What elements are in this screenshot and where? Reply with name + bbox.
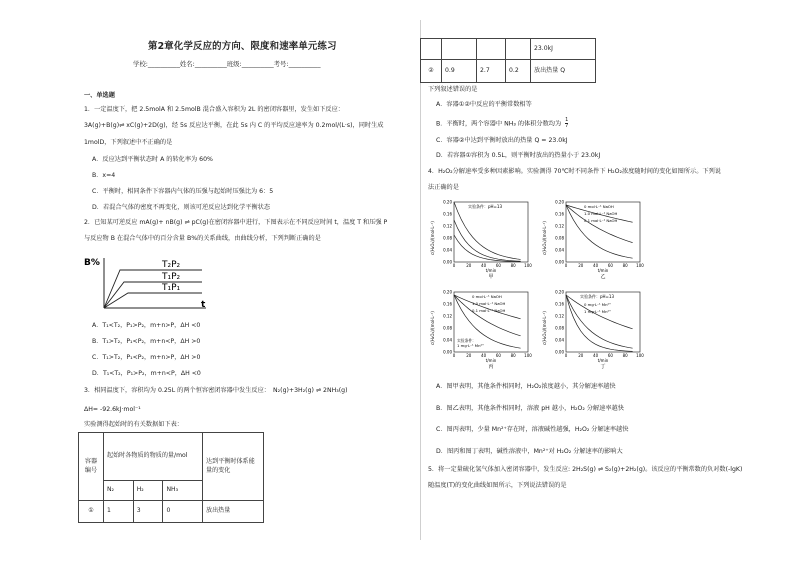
jia-ytick: 0.20 bbox=[443, 199, 452, 205]
jia-ytick: 0.08 bbox=[443, 235, 452, 241]
q1-option-a: A．反应达到平衡状态时 A 的转化率为 60% bbox=[92, 156, 213, 163]
ding-ytick: 0.08 bbox=[555, 325, 564, 331]
jia-frame bbox=[454, 202, 528, 262]
bing-xtick: 20 bbox=[466, 353, 472, 358]
q4-line2: 法正确的是 bbox=[428, 184, 459, 191]
yi-ytick: 0.08 bbox=[555, 235, 564, 241]
q4-option-d: D．图丙和图丁表明，碱性溶液中，Mn²⁺对 H₂O₂ 分解速率的影响大 bbox=[436, 448, 623, 455]
q3-option-a: A．容器①②中反应的平衡常数相等 bbox=[436, 101, 532, 108]
jia-curve-0 bbox=[454, 202, 521, 259]
q3-cont-blank-1 bbox=[421, 39, 442, 60]
q2-curve-label-t2p2: T₂P₂ bbox=[162, 260, 181, 270]
q3-option-b bbox=[436, 118, 568, 129]
q3-lead: 下列叙述错误的是 bbox=[428, 86, 478, 93]
q2-option-d: D．T₁<T₂，P₁>P₂，m+n<P，ΔH <0 bbox=[92, 370, 201, 377]
q3-th-start: 起始时各物质的物质的量/mol bbox=[104, 433, 203, 481]
q3-r2-change: 放出热量 Q bbox=[531, 60, 596, 83]
ding-ytick: 0.00 bbox=[555, 349, 564, 355]
ding-xtick: 20 bbox=[578, 353, 584, 358]
ding-caption: 丁 bbox=[600, 364, 606, 370]
yi-ytick: 0.00 bbox=[555, 259, 564, 265]
yi-xtick: 100 bbox=[636, 263, 644, 268]
yi-xtick: 40 bbox=[593, 263, 599, 268]
jia-xlabel: t/min bbox=[485, 268, 497, 273]
q3-r2-nh3: 0.2 bbox=[506, 60, 531, 83]
q1-line3: 1molD，下列叙述中不正确的是 bbox=[84, 139, 173, 146]
yi-xtick: 80 bbox=[622, 263, 628, 268]
section-heading: 一、单选题 bbox=[84, 92, 115, 99]
q3-r1-change: 放出热量 bbox=[203, 501, 264, 523]
student-info-line: 学校:__________姓名:__________班级:__________考号:__________ bbox=[133, 60, 321, 68]
ding-xtick: 60 bbox=[607, 353, 613, 358]
bing-label-2: 0.1 mol·L⁻¹ NaOH bbox=[472, 308, 506, 313]
q5-line1: 5．将一定量硫化氢气体加入密闭容器中，发生反应: 2H₂S(g) ⇌ S₂(g)+2H₂(g)。该反应的平衡常数的负对数(-lgK) bbox=[428, 466, 743, 473]
yi-label-1: 1.0 mol·L⁻¹ NaOH bbox=[584, 211, 618, 216]
q3-fraction-num: 1 bbox=[565, 117, 569, 123]
bing-label-1: 1.0 mol·L⁻¹ NaOH bbox=[472, 301, 506, 306]
q3-r1-change-cont: 23.0kJ bbox=[531, 39, 596, 60]
yi-xtick: 0 bbox=[564, 263, 568, 268]
q3-th-change: 达到平衡时体系能量的变化 bbox=[203, 433, 264, 501]
q2-line1: 2．已知某可逆反应 mA(g)+ nB(g) ⇌ pC(g)在密闭容器中进行，下图表示在不同反应时间 t，温度 T 和压强 P bbox=[84, 219, 388, 226]
bing-xtick: 0 bbox=[452, 353, 456, 358]
ding-ytick: 0.04 bbox=[555, 337, 564, 343]
q2-curve-t1p1 bbox=[104, 293, 202, 308]
bing-xtick: 100 bbox=[524, 353, 532, 358]
jia-ytick: 0.00 bbox=[443, 259, 452, 265]
q3-r2-n2: 0.9 bbox=[442, 60, 477, 83]
bing-xlabel: t/min bbox=[485, 358, 497, 363]
q3-th-nh3: NH₃ bbox=[163, 481, 203, 501]
q2-curve-label-t1p2: T₁P₂ bbox=[162, 272, 181, 282]
q3-table bbox=[78, 432, 264, 523]
jia-xtick: 80 bbox=[510, 263, 516, 268]
ding-frame bbox=[566, 292, 640, 352]
bing-ytick: 0.16 bbox=[443, 301, 452, 307]
ding-ylabel: c(H₂O₂)/(mol·L⁻¹) bbox=[542, 311, 547, 345]
page-title: 第2章化学反应的方向、限度和速率单元练习 bbox=[148, 41, 337, 52]
q2-option-c: C．T₁>T₂，P₁<P₂，m+n>P，ΔH >0 bbox=[92, 354, 201, 361]
jia-caption: 甲 bbox=[488, 274, 494, 280]
q5-line2: 随温度(T)的变化曲线如图所示，下列说法错误的是 bbox=[428, 482, 567, 489]
bing-xtick: 60 bbox=[495, 353, 501, 358]
bing-note2: 1 mg·L⁻¹ Mn²⁺ bbox=[457, 343, 484, 348]
q2-option-a: A．T₁<T₂，P₁>P₂，m+n>P，ΔH <0 bbox=[92, 322, 201, 329]
q2-graph-xlabel: t bbox=[201, 300, 206, 310]
jia-curve-1 bbox=[454, 220, 521, 261]
ding-label-1: 1 mg·L⁻¹ Mn²⁺ bbox=[584, 309, 611, 314]
ding-ytick: 0.16 bbox=[555, 301, 564, 307]
q3-option-c: C．容器②中达到平衡时放出的热量 Q = 23.0kJ bbox=[436, 137, 568, 144]
q3-th-h2: H₂ bbox=[133, 481, 163, 501]
q3-cont-blank-2 bbox=[442, 39, 477, 60]
ding-ytick: 0.20 bbox=[555, 289, 564, 295]
jia-xtick: 40 bbox=[481, 263, 487, 268]
q3-line3: 实验测得起始时的有关数据如下表： bbox=[84, 421, 183, 428]
bing-ytick: 0.04 bbox=[443, 337, 452, 343]
ding-label-0: 0 mg·L⁻¹ Mn²⁺ bbox=[584, 302, 611, 307]
jia-note: 实验条件：pH=13 bbox=[468, 204, 502, 209]
q3-line1: 3．相同温度下，容积均为 0.25L 的两个恒容密闭容器中发生反应： N₂(g)+3H₂(g) ⇌ 2NH₃(g) bbox=[84, 387, 348, 394]
yi-ytick: 0.16 bbox=[555, 211, 564, 217]
ding-xtick: 40 bbox=[593, 353, 599, 358]
yi-caption: 乙 bbox=[600, 274, 606, 280]
q2-graph-ylabel: B% bbox=[84, 258, 100, 268]
jia-xtick: 60 bbox=[495, 263, 501, 268]
q4-option-b: B．图乙表明，其他条件相同时，溶液 pH 越小，H₂O₂ 分解速率越快 bbox=[436, 405, 624, 412]
ding-xtick: 0 bbox=[564, 353, 568, 358]
q3-r1-h2: 3 bbox=[133, 501, 163, 523]
q4-figure bbox=[428, 196, 648, 376]
bing-ytick: 0.12 bbox=[443, 313, 452, 319]
ding-xlabel: t/min bbox=[597, 358, 609, 363]
jia-ytick: 0.12 bbox=[443, 223, 452, 229]
q4-option-c: C．图丙表明，少量 Mn²⁺存在时，溶液碱性越强，H₂O₂ 分解速率越快 bbox=[436, 426, 629, 433]
q3-r2-id: ② bbox=[421, 60, 442, 83]
yi-xtick: 20 bbox=[578, 263, 584, 268]
q3-cont-blank-3 bbox=[477, 39, 506, 60]
q4-option-a: A．图甲表明，其他条件相同时，H₂O₂浓度越小，其分解速率越快 bbox=[436, 383, 616, 390]
ding-note: 实验条件：pH=13 bbox=[580, 294, 614, 299]
yi-ylabel: c(H₂O₂)/(mol·L⁻¹) bbox=[542, 221, 547, 255]
bing-ytick: 0.08 bbox=[443, 325, 452, 331]
q2-option-b: B．T₁>T₂，P₁<P₂，m+n<P，ΔH >0 bbox=[92, 338, 201, 345]
jia-xtick: 0 bbox=[452, 263, 456, 268]
q3-cont-blank-4 bbox=[506, 39, 531, 60]
bing-ytick: 0.00 bbox=[443, 349, 452, 355]
q2-graph bbox=[84, 252, 214, 316]
q3-fraction-den: 7 bbox=[565, 123, 569, 129]
jia-xtick: 20 bbox=[466, 263, 472, 268]
q2-line2: 与反应物 B 在混合气体中的百分含量 B%的关系曲线，由曲线分析，下列判断正确的是 bbox=[84, 235, 321, 242]
q2-curve-label-t1p1: T₁P₁ bbox=[162, 283, 181, 293]
yi-ytick: 0.04 bbox=[555, 247, 564, 253]
q3-option-d: D．若容器①容积为 0.5L，则平衡时放出的热量小于 23.0kJ bbox=[436, 152, 601, 159]
bing-xtick: 40 bbox=[481, 353, 487, 358]
column-divider bbox=[420, 20, 421, 540]
q3-table-continued bbox=[420, 38, 596, 83]
q3-r1-n2: 1 bbox=[104, 501, 134, 523]
q1-line2: 3A(g)+B(g)⇌ xC(g)+2D(g)，经 5s 反应达平衡，在此 5s 内 C 的平均反应速率为 0.2mol/(L·s)，同时生成 bbox=[84, 122, 384, 129]
q1-option-d: D．若混合气体的密度不再变化，则该可逆反应达到化学平衡状态 bbox=[92, 204, 271, 211]
ding-xtick: 80 bbox=[622, 353, 628, 358]
bing-xtick: 80 bbox=[510, 353, 516, 358]
q3-option-b-text: B．平衡时，两个容器中 NH₃ 的体积分数均为 bbox=[436, 120, 562, 128]
q1-line1: 1．一定温度下，把 2.5molA 和 2.5molB 混合盛入容积为 2L 的密闭容器里，发生如下反应： bbox=[84, 106, 344, 113]
q2-curve-t1p2 bbox=[104, 282, 202, 308]
yi-ytick: 0.12 bbox=[555, 223, 564, 229]
q3-th-n2: N₂ bbox=[104, 481, 134, 501]
q3-r1-nh3: 0 bbox=[163, 501, 203, 523]
jia-ytick: 0.04 bbox=[443, 247, 452, 253]
bing-ytick: 0.20 bbox=[443, 289, 452, 295]
ding-xtick: 100 bbox=[636, 353, 644, 358]
jia-ytick: 0.16 bbox=[443, 211, 452, 217]
ding-ytick: 0.12 bbox=[555, 313, 564, 319]
bing-caption: 丙 bbox=[488, 364, 494, 370]
jia-xtick: 100 bbox=[524, 263, 532, 268]
q1-option-b: B．x=4 bbox=[92, 172, 116, 179]
yi-xlabel: t/min bbox=[597, 268, 609, 273]
q3-th-container: 容器编号 bbox=[79, 433, 104, 501]
yi-xtick: 60 bbox=[607, 263, 613, 268]
jia-ylabel: c(H₂O₂)/(mol·L⁻¹) bbox=[430, 221, 435, 255]
yi-label-2: 0.1 mol·L⁻¹ NaOH bbox=[584, 218, 618, 223]
yi-label-0: 0 mol·L⁻¹ NaOH bbox=[584, 204, 614, 209]
yi-ytick: 0.20 bbox=[555, 199, 564, 205]
q3-fraction bbox=[565, 118, 568, 129]
bing-label-0: 0 mol·L⁻¹ NaOH bbox=[472, 294, 502, 299]
q3-r1-id: ① bbox=[79, 501, 104, 523]
q3-r2-h2: 2.7 bbox=[477, 60, 506, 83]
bing-note1: 实验条件： bbox=[457, 338, 476, 343]
q1-option-c: C．平衡时，相同条件下容器内气体的压强与起始时压强比为 6：5 bbox=[92, 188, 274, 195]
q4-line1: 4．H₂O₂分解速率受多种因素影响。实验测得 70℃时不同条件下 H₂O₂浓度随时间的变化如图所示。下列说 bbox=[428, 168, 721, 175]
bing-ylabel: c(H₂O₂)/(mol·L⁻¹) bbox=[430, 311, 435, 345]
q3-line2: ΔH= -92.6kJ·mol⁻¹ bbox=[84, 406, 141, 413]
